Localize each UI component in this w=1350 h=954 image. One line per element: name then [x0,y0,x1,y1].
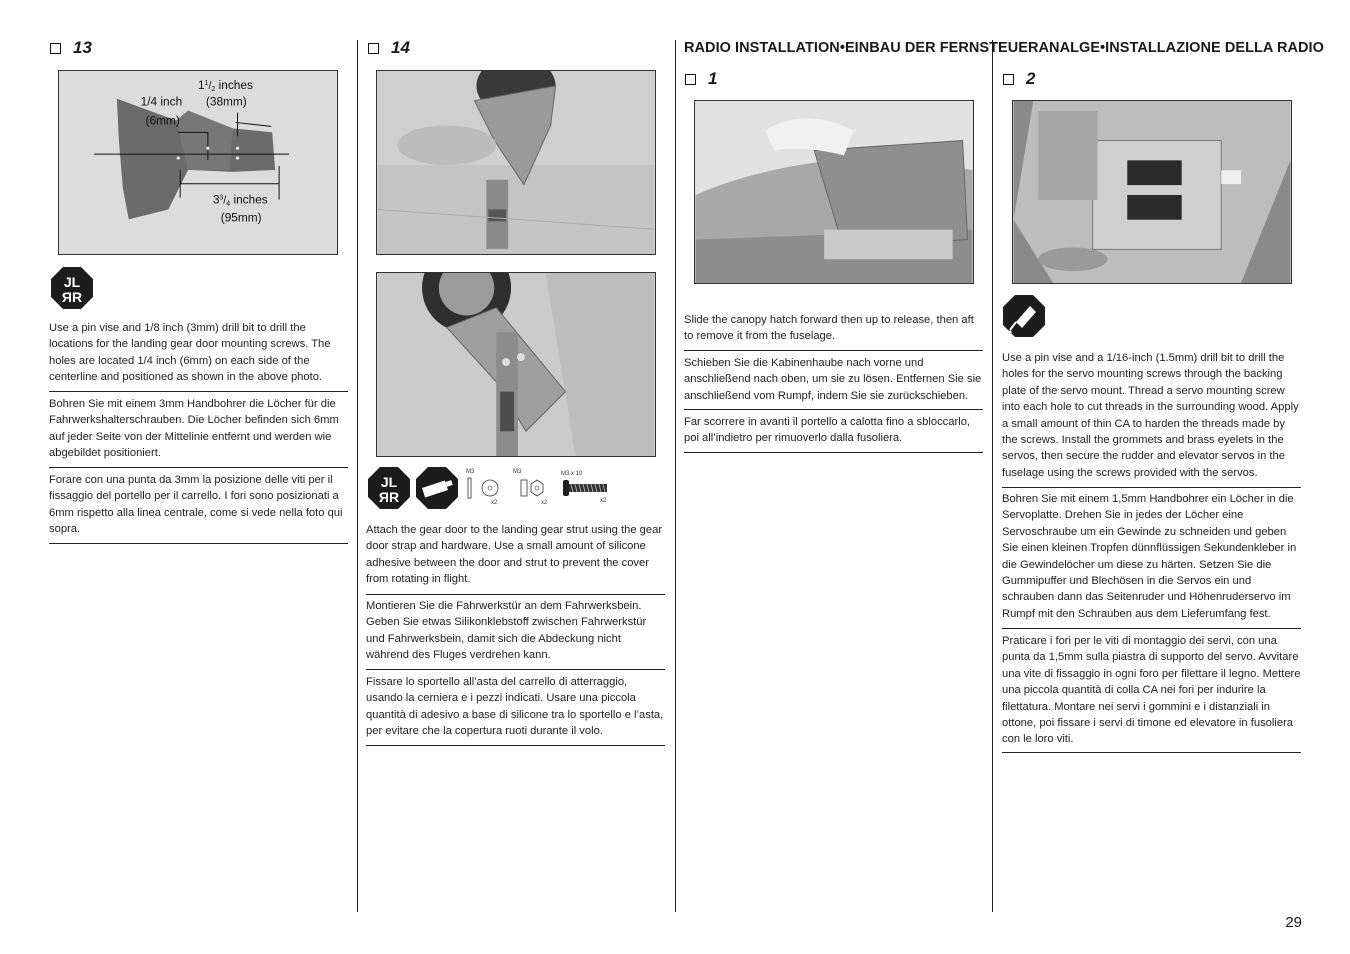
divider [366,594,665,595]
svg-text:JL: JL [63,274,81,290]
divider [684,350,983,351]
step-14-header [368,38,410,58]
page-number: 29 [1285,914,1302,931]
checkbox-icon[interactable] [368,43,379,54]
m3-label: M3 [466,469,475,475]
checkbox-icon[interactable] [685,74,696,85]
callout-c-whole: 3 [212,192,220,207]
divider [366,745,665,746]
step-2-header [1003,69,1035,89]
svg-text:ЯR: ЯR [61,289,83,305]
nut-icon [521,480,527,496]
silicone-adhesive-icon [415,466,459,510]
divider [1002,752,1301,753]
step-2-english: Use a pin vise and a 1/16-inch (1.5mm) drill bit to drill the holes for the servo mounting screws through the backing plate of the servo mount. Thread a servo mounting screw into each hole to cut threads in the surrounding wood. Apply a small amount of thin CA to harden the threads made by the screws. Install the grommets and brass eyelets in the servos, then secure the rudder and elevator servos in the fuselage using the screws provided with the servos. [1002,352,1299,479]
callout-b-mm: (6mm) [145,113,180,128]
divider [1002,628,1301,629]
ca-glue-icon [1002,294,1046,338]
svg-text:JL: JL [380,474,398,490]
step-14-german: Montieren Sie die Fahrwerkstür an dem Fahrwerksbein. Geben Sie etwas Silikonklebstoff zwischen Fahrwerkstür und Fahrwerksbein, damit sich die Abdeckung nicht während des Fluges verdrehen kann. [366,600,647,662]
qty: x2 [541,500,548,506]
step-1-german: Schieben Sie die Kabinenhaube nach vorne und anschließend nach oben, um sie zu lösen. Entfernen Sie sie anschließend vom Rumpf, indem Sie sie zurückschieben. [684,357,982,402]
step-1-english: Slide the canopy hatch forward then up to release, then aft to remove it from the fuselage. [684,314,974,343]
callout-a-den: 2 [211,85,216,93]
hardware-list [463,466,613,508]
column-divider [675,40,676,912]
gear-strut-photo [376,272,656,457]
step-1-header [685,69,717,89]
m3x10-label: M3 x 10 [561,471,583,477]
checkbox-icon[interactable] [50,43,61,54]
step-number: 1 [708,69,718,88]
gear-door-drill-photo [58,70,338,255]
column-divider [357,40,358,912]
step-2-italian: Praticare i fori per le viti di montaggio dei servi, con una punta da 1,5mm sulla piastra di supporto del servo. Avvitare una vite di fissaggio in ogni foro per filettare il legno. Mettere una piccola quantità di colla CA nei fori per indurire la filettatura. Montare nei servi i gommini e i distanziali in ottone, poi fissare i servi di timone ed elevatore in fusoliera con le loro viti. [1002,635,1301,746]
callout-c-num: 3 [219,194,224,202]
qty: x2 [600,498,607,504]
callout-a-num: 1 [204,79,209,87]
svg-text:33/4 inches: $3^3/4$ inches [212,192,268,208]
step-13-german: Bohren Sie mit einem 3mm Handbohrer die Löcher für die Fahrwerkshalterschrauben. Die Löcher befinden sich 6mm auf jeder Seite von der Mittelinie entfernt und werden wie abgebildet positioniert. [49,398,339,460]
divider [366,669,665,670]
step-14-italian: Fissare lo sportello all’asta del carrello di atterraggio, usando la cerniera e i pezzi indicati. Usare una piccola quantità di adesivo a base di silicone tra lo sportello e l’asta, per evitare che la copertura ruoti durante il volo. [366,676,664,738]
divider [49,391,348,392]
divider [684,409,983,410]
step-1-italian: Far scorrere in avanti il portello a calotta fino a sbloccarlo, poi all’indietro per rimuoverlo dalla fusoliera. [684,416,971,445]
callout-c-mm: (95mm) [220,210,262,225]
step-number: 14 [391,38,410,57]
step-14-english: Attach the gear door to the landing gear strut using the gear door strap and hardware. Use a small amount of silicone adhesive between the door and strut to prevent the cover from rotating in flight. [366,524,663,586]
svg-text:11/2 inches: $1^1/2$ inches [198,77,253,93]
gear-door-top-photo [376,70,656,255]
column-divider [992,40,993,912]
step-number: 2 [1026,69,1036,88]
divider [49,467,348,468]
screw-icon [563,480,569,496]
callout-a-unit: inches [215,77,253,92]
svg-text:ЯR: ЯR [378,489,400,505]
servo-tray-photo [1012,100,1292,284]
step-2-german: Bohren Sie mit einem 1,5mm Handbohrer ein Löcher in die Servoplatte. Drehen Sie in jedes der Löcher eine Servoschraube um ein Gewinde zu schneiden und geben Sie einen kleinen Tropfen dünnflüssigen Sekundenkleber in die Gewindelöcher um diese zu härten. Setzen Sie die Gummipuffer und Blechösen in die Servos ein und schrauben dann das Seitenruder und Höhenruderservo im Rumpf mit den Schrauben aus dem Lieferumfang fest. [1002,493,1297,620]
canopy-hatch-photo [694,100,974,284]
step-13-english: Use a pin vise and 1/8 inch (3mm) drill bit to drill the locations for the landing gear door mounting screws. The holes are located 1/4 inch (6mm) on each side of the centerline and positioned as shown in the above photo. [49,322,331,384]
skill-level-icon [367,466,411,510]
m3-label: M3 [513,469,522,475]
callout-b-inch: 1/4 inch [140,94,183,109]
section-title: RADIO INSTALLATION•EINBAU DER FERNSTEUERANALGE•INSTALLAZIONE DELLA RADIO [684,40,1324,56]
skill-level-icon [50,266,94,310]
callout-a-whole: 1 [198,77,205,92]
qty: x2 [491,500,498,506]
callout-c-unit: inches [230,192,268,207]
callout-a-mm: (38mm) [205,94,247,109]
pin-icon [468,478,471,498]
divider [684,452,983,453]
step-13-italian: Forare con una punta da 3mm la posizione delle viti per il fissaggio del portello per il carrello. I fori sono posizionati a 6mm rispetto alla linea centrale, come si vede nella foto qui sopra. [49,474,343,536]
divider [1002,487,1301,488]
checkbox-icon[interactable] [1003,74,1014,85]
divider [49,543,348,544]
callout-c-den: 4 [226,200,231,208]
step-13-header [50,38,92,58]
step-number: 13 [73,38,92,57]
